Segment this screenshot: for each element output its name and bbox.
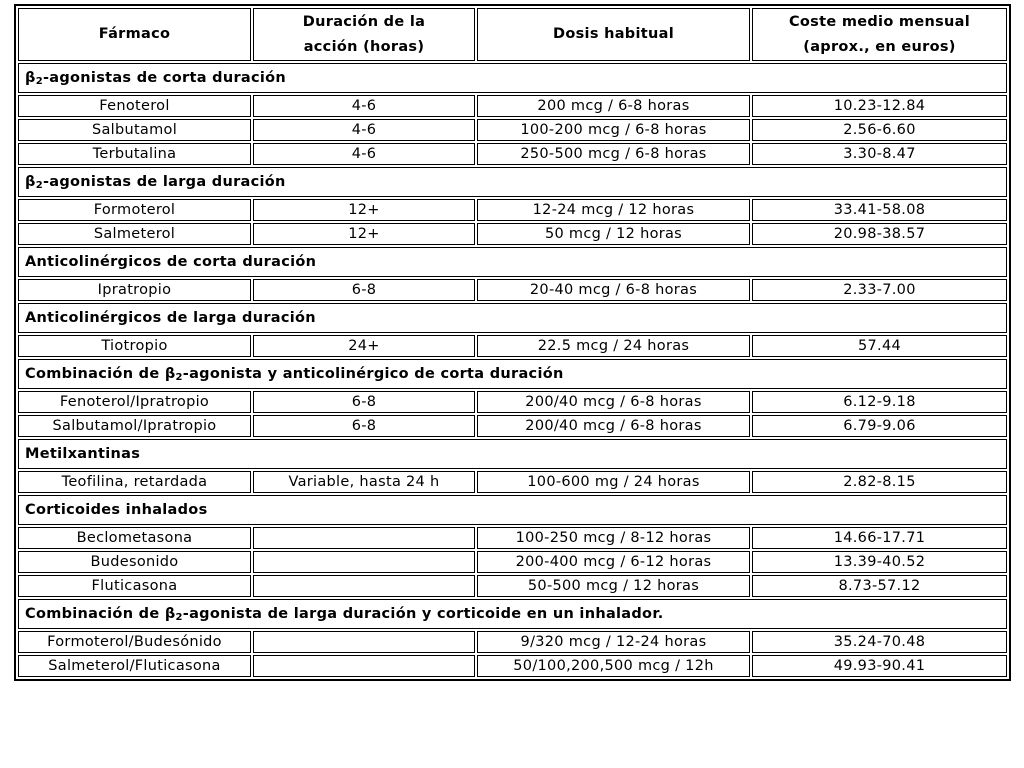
drug-name-cell: Salmeterol/Fluticasona [18,655,251,677]
header-duracion [253,8,475,61]
table-row [18,655,1007,677]
duration-cell [253,631,475,653]
section-header-row [18,599,1007,629]
table-row [18,551,1007,573]
table-row [18,575,1007,597]
header-line: acción (horas) [303,38,425,55]
table-row [18,335,1007,357]
header-line: Fármaco [98,26,171,42]
section-title-pre: Anticolinérgicos de larga duración [25,309,316,326]
table-row [18,143,1007,165]
table-row [18,391,1007,413]
section-title-post: -agonista de larga duración y corticoide en un inhalador. [182,605,664,622]
header-line: Dosis habitual [553,26,674,42]
drug-table [14,4,1011,681]
dose-cell: 9/320 mcg / 12-24 horas [477,631,750,653]
dose-cell: 200/40 mcg / 6-8 horas [477,391,750,413]
section-title-pre: β [25,173,36,190]
dose-cell: 50/100,200,500 mcg / 12h [477,655,750,677]
header-row [18,8,1007,61]
drug-name-cell: Budesonido [18,551,251,573]
section-title [18,247,1007,277]
section-title-post: -agonistas de corta duración [42,69,287,86]
cost-cell: 57.44 [752,335,1007,357]
table-row [18,95,1007,117]
section-title-post: -agonista y anticolinérgico de corta duración [182,365,564,382]
section-title-sub: 2 [175,371,183,383]
cost-cell: 13.39-40.52 [752,551,1007,573]
table-header [18,8,1007,61]
table-row [18,471,1007,493]
drug-name-cell: Salmeterol [18,223,251,245]
section-title-sub: 2 [35,179,43,191]
section-header-row [18,495,1007,525]
section-title [18,439,1007,469]
drug-name-cell: Beclometasona [18,527,251,549]
table-row [18,631,1007,653]
section-title-pre: Anticolinérgicos de corta duración [25,253,317,270]
dose-cell: 200/40 mcg / 6-8 horas [477,415,750,437]
cost-cell: 8.73-57.12 [752,575,1007,597]
drug-name-cell: Terbutalina [18,143,251,165]
cost-cell: 10.23-12.84 [752,95,1007,117]
section-header-row [18,303,1007,333]
dose-cell: 200-400 mcg / 6-12 horas [477,551,750,573]
section-title-sub: 2 [35,75,43,87]
duration-cell: Variable, hasta 24 h [253,471,475,493]
section-title-pre: Corticoides inhalados [25,501,208,518]
dose-cell: 200 mcg / 6-8 horas [477,95,750,117]
drug-name-cell: Formoterol [18,199,251,221]
dose-cell: 50-500 mcg / 12 horas [477,575,750,597]
section-header-row [18,63,1007,93]
section-title [18,303,1007,333]
section-title-sub: 2 [175,611,183,623]
duration-cell: 4-6 [253,143,475,165]
section-title-pre: β [25,69,36,86]
section-title [18,167,1007,197]
drug-name-cell: Formoterol/Budesónido [18,631,251,653]
duration-cell: 6-8 [253,279,475,301]
duration-cell [253,551,475,573]
drug-name-cell: Ipratropio [18,279,251,301]
header-dosis [477,8,750,61]
cost-cell: 33.41-58.08 [752,199,1007,221]
dose-cell: 100-600 mg / 24 horas [477,471,750,493]
section-title-pre: Metilxantinas [25,445,141,462]
section-title-pre: Combinación de β [25,605,176,622]
table-row [18,415,1007,437]
section-header-row [18,439,1007,469]
section-header-row [18,167,1007,197]
duration-cell: 24+ [253,335,475,357]
dose-cell: 20-40 mcg / 6-8 horas [477,279,750,301]
section-header-row [18,247,1007,277]
cost-cell: 6.12-9.18 [752,391,1007,413]
section-title [18,359,1007,389]
section-header-row [18,359,1007,389]
duration-cell: 6-8 [253,391,475,413]
duration-cell: 4-6 [253,119,475,141]
header-coste [752,8,1007,61]
table-row [18,199,1007,221]
duration-cell: 12+ [253,199,475,221]
dose-cell: 250-500 mcg / 6-8 horas [477,143,750,165]
table-row [18,279,1007,301]
dose-cell: 100-200 mcg / 6-8 horas [477,119,750,141]
header-line: Coste medio mensual [788,13,971,30]
cost-cell: 20.98-38.57 [752,223,1007,245]
cost-cell: 2.82-8.15 [752,471,1007,493]
cost-cell: 2.56-6.60 [752,119,1007,141]
cost-cell: 14.66-17.71 [752,527,1007,549]
table-row [18,119,1007,141]
duration-cell: 6-8 [253,415,475,437]
cost-cell: 6.79-9.06 [752,415,1007,437]
header-line: (aprox., en euros) [803,38,956,55]
duration-cell [253,655,475,677]
header-farmaco [18,8,251,61]
table-body [18,63,1007,677]
cost-cell: 35.24-70.48 [752,631,1007,653]
dose-cell: 22.5 mcg / 24 horas [477,335,750,357]
header-line: Duración de la [302,13,426,30]
drug-name-cell: Salbutamol [18,119,251,141]
section-title [18,63,1007,93]
cost-cell: 2.33-7.00 [752,279,1007,301]
duration-cell: 4-6 [253,95,475,117]
drug-name-cell: Fenoterol/Ipratropio [18,391,251,413]
drug-name-cell: Teofilina, retardada [18,471,251,493]
drug-name-cell: Fenoterol [18,95,251,117]
cost-cell: 49.93-90.41 [752,655,1007,677]
dose-cell: 100-250 mcg / 8-12 horas [477,527,750,549]
duration-cell [253,527,475,549]
dose-cell: 50 mcg / 12 horas [477,223,750,245]
dose-cell: 12-24 mcg / 12 horas [477,199,750,221]
section-title [18,495,1007,525]
drug-name-cell: Salbutamol/Ipratropio [18,415,251,437]
drug-name-cell: Tiotropio [18,335,251,357]
drug-name-cell: Fluticasona [18,575,251,597]
cost-cell: 3.30-8.47 [752,143,1007,165]
section-title-pre: Combinación de β [25,365,176,382]
section-title [18,599,1007,629]
section-title-post: -agonistas de larga duración [42,173,286,190]
duration-cell [253,575,475,597]
table-row [18,223,1007,245]
table-row [18,527,1007,549]
duration-cell: 12+ [253,223,475,245]
